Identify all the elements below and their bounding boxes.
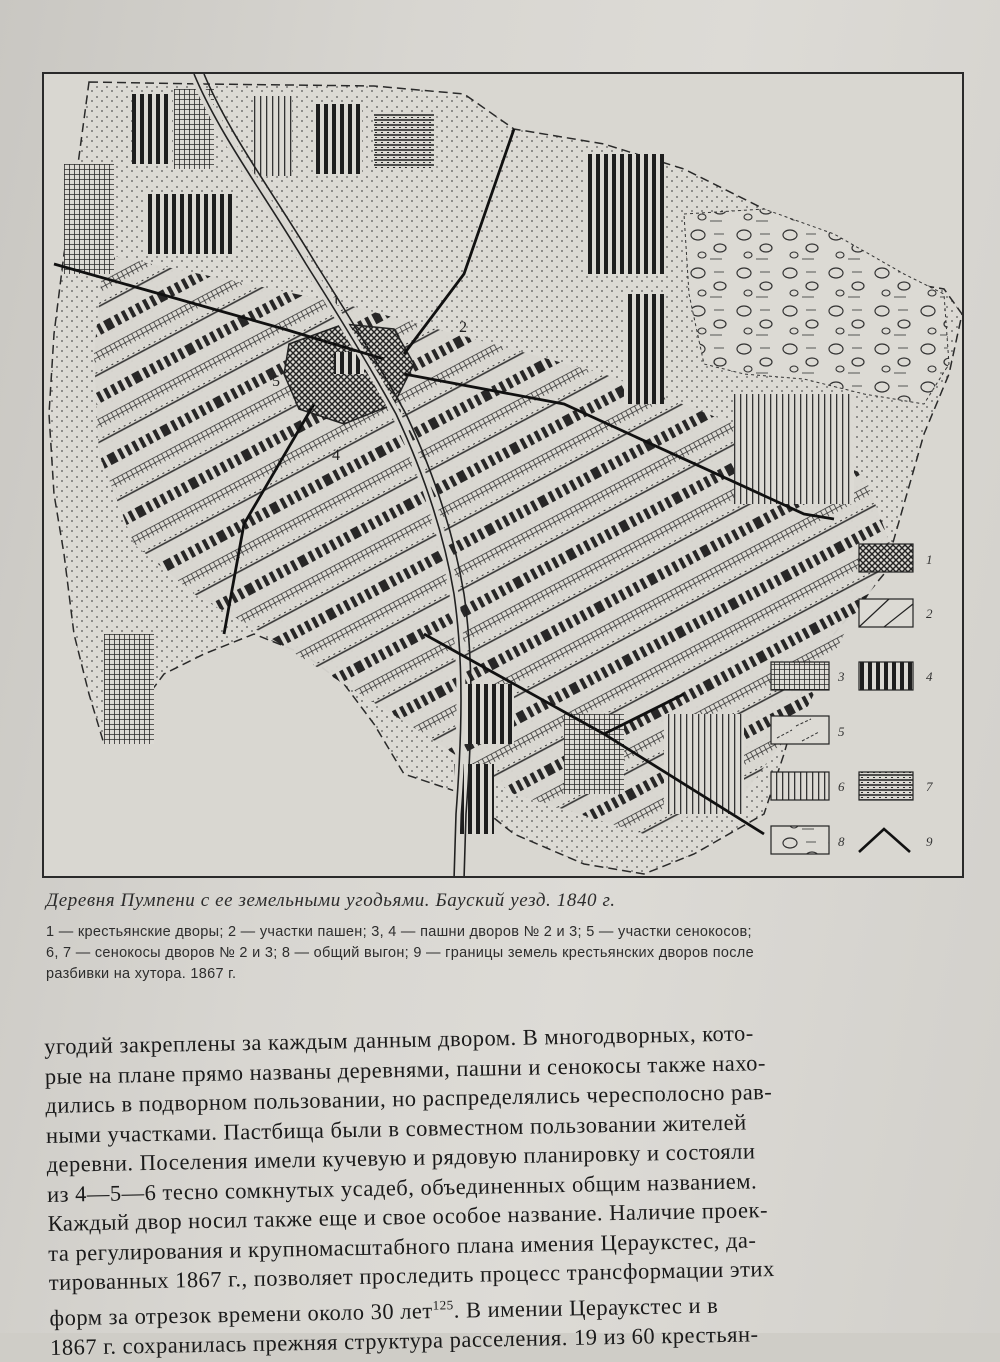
legend-key-3: 3 — [838, 669, 845, 684]
legend-line: 1 — крестьянские дворы; 2 — участки пашен; 3, 4 — пашни дворов № 2 и 3; 5 — участки сенокосов; — [46, 924, 752, 940]
body-line: та регулирования и крупномасштабного плана имения Цераукстес, да- — [48, 1226, 757, 1266]
map-label-3: 3 — [394, 406, 402, 423]
footnote-ref[interactable]: 125 — [432, 1296, 454, 1313]
body-line-text: . В имении Цераукстес и в — [453, 1292, 719, 1323]
village-map — [42, 72, 964, 878]
map-label-1: 1 — [332, 293, 340, 310]
legend-key-8: 8 — [838, 834, 845, 849]
body-line: деревни. Поселения имели кучевую и рядовую планировку и состояли — [46, 1138, 756, 1177]
figure-legend — [46, 922, 958, 985]
map-drawing — [44, 74, 964, 878]
map-label-4: 4 — [332, 447, 340, 464]
body-line: тированных 1867 г., позволяет проследить процесс трансформации этих — [48, 1256, 775, 1295]
body-line: дились в подворном пользовании, но распределялись чересполосно рав- — [45, 1079, 773, 1118]
map-label-5: 5 — [272, 373, 280, 390]
legend-key-4: 4 — [926, 669, 933, 684]
legend-line: разбивки на хутора. 1867 г. — [46, 966, 237, 982]
body-line: из 4—5—6 тесно сомкнутых усадеб, объединенных общим названием. — [46, 1167, 758, 1207]
body-line: угодий закреплены за каждым данным двором. В многодворных, кото- — [44, 1020, 754, 1059]
body-line: рые на плане прямо названы деревнями, пашни и сенокосы также нахо- — [44, 1049, 767, 1089]
legend-key-5: 5 — [838, 724, 845, 739]
legend-key-2: 2 — [926, 606, 933, 621]
body-line: Каждый двор носил также еще и свое особое название. Наличие проек- — [47, 1197, 769, 1236]
body-line: 1867 г. сохранилась прежняя структура расселения. 19 из 60 крестьян- — [49, 1320, 759, 1360]
figure-caption: Деревня Пумпени с ее земельными угодьями. Бауский уезд. 1840 г. — [46, 890, 616, 911]
body-line: ными участками. Пастбища были в совместном пользовании жителей — [45, 1109, 747, 1148]
legend-line: 6, 7 — сенокосы дворов № 2 и 3; 8 — общий выгон; 9 — границы земель крестьянских дворов после — [46, 945, 754, 961]
map-label-2: 2 — [459, 319, 467, 336]
legend-key-9: 9 — [926, 834, 933, 849]
body-paragraph — [44, 1014, 975, 1362]
legend-key-7: 7 — [926, 779, 933, 794]
legend-key-1: 1 — [926, 552, 933, 567]
legend-key-6: 6 — [838, 779, 845, 794]
body-line-text: форм за отрезок времени около 30 лет — [49, 1297, 433, 1330]
